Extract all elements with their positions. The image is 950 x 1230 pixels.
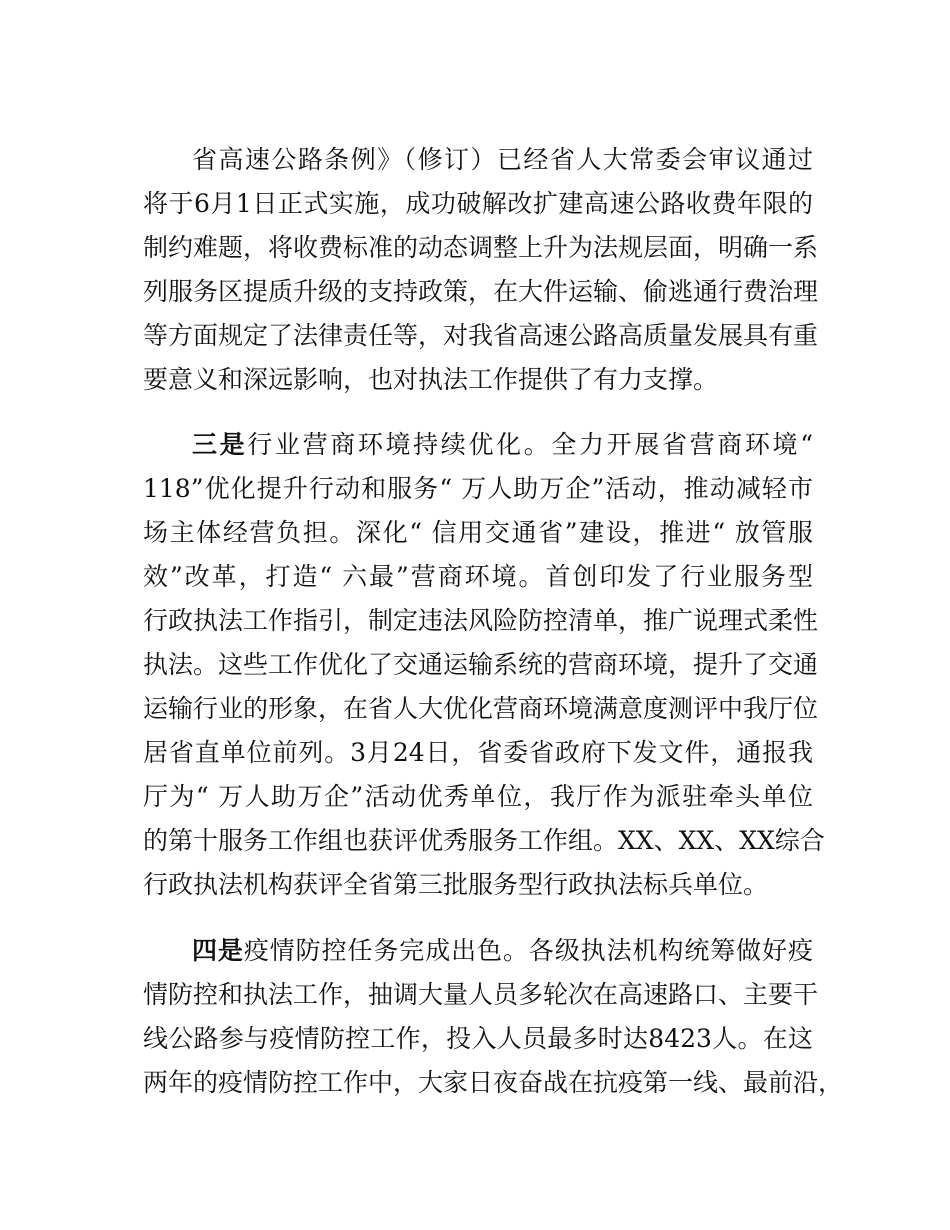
paragraph-4-line-1	[192, 929, 813, 973]
paragraph-3-lead: 三是	[192, 430, 248, 459]
paragraph-3-line-7: 运输行业的形象，在省人大优化营商环境满意度测评中我厅位	[143, 694, 819, 723]
paragraph-2-line-3: 制约难题，将收费标准的动态调整上升为法规层面，明确一系	[143, 233, 819, 262]
paragraph-3-line-1	[192, 423, 813, 467]
paragraph-3-line-8: 居省直单位前列。3月24日，省委省政府下发文件，通报我	[143, 738, 813, 767]
paragraph-3-line-11: 行政执法机构获评全省第三批服务型行政执法标兵单位。	[143, 870, 769, 899]
paragraph-2-line-5: 等方面规定了法律责任等，对我省高速公路高质量发展具有重	[143, 321, 819, 350]
paragraph-3-line-5: 行政执法工作指引，制定违法风险防控清单，推广说理式柔性	[143, 606, 819, 635]
paragraph-3-first-rest: 行业营商环境持续优化。全力开展省营商环境“	[247, 430, 813, 459]
paragraph-4-line-4: 两年的疫情防控工作中，大家日夜奋战在抗疫第一线、最前沿，	[143, 1068, 844, 1097]
paragraph-2-line-6: 要意义和深远影响，也对执法工作提供了有力支撑。	[143, 365, 719, 394]
paragraph-3-line-3: 场主体经营负担。深化“ 信用交通省”建设，推进“ 放管服	[143, 518, 813, 547]
paragraph-3-line-10: 的第十服务工作组也获评优秀服务工作组。XX、XX、XX综合	[143, 826, 825, 855]
paragraph-4-lead: 四是	[192, 936, 244, 965]
paragraph-2-line-2: 将于6月1日正式实施，成功破解改扩建高速公路收费年限的	[143, 189, 813, 218]
paragraph-2-line-1: 省高速公路条例》（修订）已经省人大常委会审议通过	[192, 145, 813, 174]
paragraph-3-line-2: 118”优化提升行动和服务“ 万人助万企”活动，推动减轻市	[143, 474, 813, 503]
paragraph-3-line-4: 效”改革，打造“ 六最”营商环境。首创印发了行业服务型	[143, 562, 813, 591]
paragraph-4-line-3: 线公路参与疫情防控工作，投入人员最多时达8423人。在这	[143, 1024, 813, 1053]
paragraph-4-first-rest: 疫情防控任务完成出色。各级执法机构统筹做好疫	[243, 936, 813, 965]
paragraph-3-line-9: 厅为“ 万人助万企”活动优秀单位，我厅作为派驻牵头单位	[143, 782, 813, 811]
paragraph-2-line-4: 列服务区提质升级的支持政策，在大件运输、偷逃通行费治理	[143, 277, 819, 306]
paragraph-3-line-6: 执法。这些工作优化了交通运输系统的营商环境，提升了交通	[143, 650, 819, 679]
paragraph-4-line-2: 情防控和执法工作，抽调大量人员多轮次在高速路口、主要干	[143, 980, 819, 1009]
